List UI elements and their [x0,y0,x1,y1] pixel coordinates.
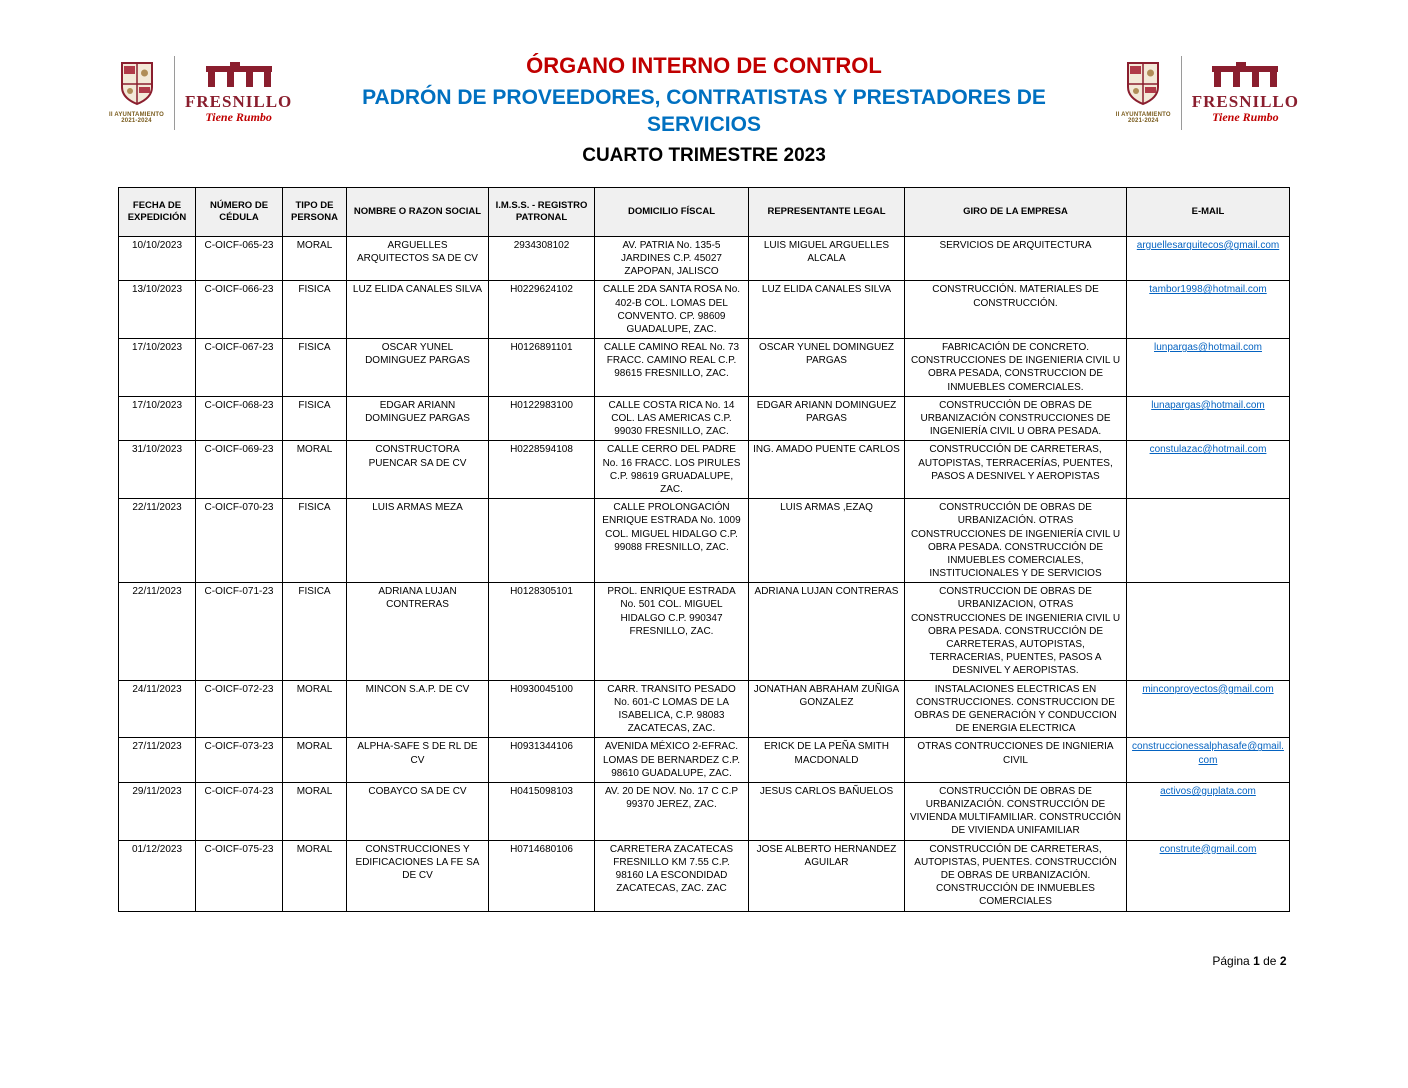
cell-email [1127,840,1290,911]
cell-nombre-razon-social: LUIS ARMAS MEZA [347,499,489,583]
footer-page-number: 1 [1253,953,1260,968]
cell-fecha-expedicion: 24/11/2023 [119,680,196,738]
cell-representante-legal: LUIS ARMAS ,EZAQ [749,499,905,583]
cell-imss-registro: H0128305101 [489,583,595,680]
column-header-fecha-expedicion: FECHA DE EXPEDICIÓN [119,187,196,236]
cell-domicilio-fiscal: PROL. ENRIQUE ESTRADA No. 501 COL. MIGUEL HIDALGO C.P. 990347 FRESNILLO, ZAC. [595,583,749,680]
column-header-domicilio-fiscal: DOMICILIO FÍSCAL [595,187,749,236]
cell-nombre-razon-social: CONSTRUCTORA PUENCAR SA DE CV [347,441,489,499]
cell-nombre-razon-social: ALPHA-SAFE S DE RL DE CV [347,738,489,783]
cell-fecha-expedicion: 22/11/2023 [119,499,196,583]
cell-domicilio-fiscal: CARRETERA ZACATECAS FRESNILLO KM 7.55 C.P. 98160 LA ESCONDIDAD ZACATECAS, ZAC. ZAC [595,840,749,911]
title-block [299,52,1109,169]
cell-fecha-expedicion: 17/10/2023 [119,396,196,441]
document-period: CUARTO TRIMESTRE 2023 [582,145,826,167]
table-row [119,840,1290,911]
brand-tagline: Tiene Rumbo [1212,110,1279,125]
cell-numero-cedula: C-OICF-075-23 [196,840,283,911]
cell-giro-empresa: CONSTRUCCIÓN DE CARRETERAS, AUTOPISTAS, TERRACERÍAS, PUENTES, PASOS A DESNIVEL Y AEROPISTAS [905,441,1127,499]
brand-name: FRESNILLO [185,92,293,112]
logo-divider [174,56,175,130]
aqueduct-icon [1210,62,1280,88]
cell-giro-empresa: OTRAS CONTRUCCIONES DE INGNIERIA CIVIL [905,738,1127,783]
footer-of-word: de [1263,953,1277,968]
cell-email [1127,680,1290,738]
cell-tipo-persona: MORAL [283,840,347,911]
email-link[interactable]: minconproyectos@gmail.com [1142,683,1274,695]
cell-numero-cedula: C-OICF-072-23 [196,680,283,738]
cell-imss-registro: H0930045100 [489,680,595,738]
crest-icon [120,61,154,107]
cell-imss-registro: H0228594108 [489,441,595,499]
cell-representante-legal: LUIS MIGUEL ARGUELLES ALCALA [749,236,905,281]
email-link[interactable]: tambor1998@hotmail.com [1149,284,1267,296]
cell-email [1127,236,1290,281]
cell-domicilio-fiscal: CALLE CAMINO REAL No. 73 FRACC. CAMINO REAL C.P. 98615 FRESNILLO, ZAC. [595,339,749,397]
column-header-tipo-persona: TIPO DE PERSONA [283,187,347,236]
cell-domicilio-fiscal: CALLE PROLONGACIÓN ENRIQUE ESTRADA No. 1009 COL. MIGUEL HIDALGO C.P. 99088 FRESNILLO, ZAC. [595,499,749,583]
cell-representante-legal: JESUS CARLOS BAÑUELOS [749,782,905,840]
email-link[interactable]: construccionessalphasafe@gmail.com [1132,741,1284,766]
cell-nombre-razon-social: EDGAR ARIANN DOMINGUEZ PARGAS [347,396,489,441]
cell-tipo-persona: FISICA [283,499,347,583]
footer-total-pages: 2 [1279,953,1287,968]
document-subtitle: PADRÓN DE PROVEEDORES, CONTRATISTAS Y PRESTADORES DE SERVICIOS [362,85,1046,136]
cell-imss-registro: H0122983100 [489,396,595,441]
cell-domicilio-fiscal: AV. 20 DE NOV. No. 17 C C.P 99370 JEREZ, ZAC. [595,782,749,840]
cell-giro-empresa: CONSTRUCCIÓN DE OBRAS DE URBANIZACIÓN. CONSTRUCCIÓN DE VIVIENDA MULTIFAMILIAR. CONSTRUCCIÓN DE VIVIENDA UNIFAMILIAR [905,782,1127,840]
fresnillo-logo [185,62,292,123]
brand-tagline: Tiene Rumbo [205,110,272,125]
document-header [109,0,1299,169]
cell-fecha-expedicion: 17/10/2023 [119,339,196,397]
crest-icon [1126,61,1160,107]
column-header-giro-empresa: GIRO DE LA EMPRESA [905,187,1127,236]
table-row [119,281,1290,339]
cell-numero-cedula: C-OICF-065-23 [196,236,283,281]
cell-numero-cedula: C-OICF-066-23 [196,281,283,339]
cell-imss-registro: H0714680106 [489,840,595,911]
cell-representante-legal: JOSE ALBERTO HERNANDEZ AGUILAR [749,840,905,911]
cell-tipo-persona: MORAL [283,738,347,783]
email-link[interactable]: lunapargas@hotmail.com [1151,399,1265,411]
fresnillo-logo [1192,62,1299,123]
cell-email [1127,583,1290,680]
cell-nombre-razon-social: OSCAR YUNEL DOMINGUEZ PARGAS [347,339,489,397]
crest-caption-line2: 2021-2024 [1127,118,1159,125]
document-title: ÓRGANO INTERNO DE CONTROL [526,53,882,78]
cell-email [1127,499,1290,583]
column-header-nombre-razon-social: NOMBRE O RAZON SOCIAL [347,187,489,236]
cell-domicilio-fiscal: CALLE CERRO DEL PADRE No. 16 FRACC. LOS PIRULES C.P. 98619 GRUADALUPE, ZAC. [595,441,749,499]
email-link[interactable]: arguellesarquitecos@gmail.com [1136,239,1280,251]
table-row [119,782,1290,840]
municipal-crest-logo [109,61,164,125]
cell-tipo-persona: MORAL [283,782,347,840]
table-header-row [119,187,1290,236]
cell-giro-empresa: CONSTRUCCIÓN DE OBRAS DE URBANIZACIÓN. OTRAS CONSTRUCCIONES DE INGENIERÍA CIVIL U OBRA PESADA. CONSTRUCCIÓN DE INMUEBLES COMERCIALES, INSTITUCIONALES Y DE SERVICIOS [905,499,1127,583]
cell-imss-registro: H0931344106 [489,738,595,783]
cell-representante-legal: JONATHAN ABRAHAM ZUÑIGA GONZALEZ [749,680,905,738]
cell-fecha-expedicion: 31/10/2023 [119,441,196,499]
cell-fecha-expedicion: 13/10/2023 [119,281,196,339]
cell-giro-empresa: CONSTRUCCIÓN DE OBRAS DE URBANIZACIÓN CONSTRUCCIONES DE INGENIERÍA CIVIL U OBRA PESADA. [905,396,1127,441]
email-link[interactable]: activos@guplata.com [1160,785,1256,797]
cell-tipo-persona: MORAL [283,680,347,738]
cell-tipo-persona: MORAL [283,236,347,281]
cell-representante-legal: OSCAR YUNEL DOMINGUEZ PARGAS [749,339,905,397]
cell-giro-empresa: CONSTRUCCIÓN DE CARRETERAS, AUTOPISTAS, PUENTES. CONSTRUCCIÓN DE OBRAS DE URBANIZACIÓN. CONSTRUCCIÓN DE INMUEBLES COMERCIALES [905,840,1127,911]
cell-numero-cedula: C-OICF-067-23 [196,339,283,397]
cell-representante-legal: ING. AMADO PUENTE CARLOS [749,441,905,499]
table-row [119,236,1290,281]
cell-email [1127,396,1290,441]
cell-giro-empresa: FABRICACIÓN DE CONCRETO. CONSTRUCCIONES DE INGENIERIA CIVIL U OBRA PESADA, CONSTRUCCION DE INMUEBLES COMERCIALES. [905,339,1127,397]
cell-domicilio-fiscal: CARR. TRANSITO PESADO No. 601-C LOMAS DE LA ISABELICA, C.P. 98083 ZACATECAS, ZAC. [595,680,749,738]
cell-giro-empresa: SERVICIOS DE ARQUITECTURA [905,236,1127,281]
cell-imss-registro: 2934308102 [489,236,595,281]
table-row [119,499,1290,583]
table-row [119,339,1290,397]
cell-nombre-razon-social: COBAYCO SA DE CV [347,782,489,840]
email-link[interactable]: lunpargas@hotmail.com [1154,342,1262,354]
email-link[interactable]: construte@gmail.com [1159,843,1257,855]
cell-email [1127,782,1290,840]
table-row [119,441,1290,499]
cell-domicilio-fiscal: AV. PATRIA No. 135-5 JARDINES C.P. 45027 ZAPOPAN, JALISCO [595,236,749,281]
cell-giro-empresa: INSTALACIONES ELECTRICAS EN CONSTRUCCIONES. CONSTRUCCION DE OBRAS DE GENERACIÓN Y CONDUCCION DE ENERGIA ELECTRICA [905,680,1127,738]
logo-divider [1181,56,1182,130]
cell-nombre-razon-social: MINCON S.A.P. DE CV [347,680,489,738]
table-row [119,738,1290,783]
cell-domicilio-fiscal: AVENIDA MÉXICO 2-EFRAC. LOMAS DE BERNARDEZ C.P. 98610 GUADALUPE, ZAC. [595,738,749,783]
cell-representante-legal: ERICK DE LA PEÑA SMITH MACDONALD [749,738,905,783]
providers-table [118,187,1290,912]
column-header-imss-registro: I.M.S.S. - REGISTRO PATRONAL [489,187,595,236]
cell-fecha-expedicion: 10/10/2023 [119,236,196,281]
cell-domicilio-fiscal: CALLE COSTA RICA No. 14 COL. LAS AMERICAS C.P. 99030 FRESNILLO, ZAC. [595,396,749,441]
cell-numero-cedula: C-OICF-068-23 [196,396,283,441]
cell-email [1127,339,1290,397]
cell-domicilio-fiscal: CALLE 2DA SANTA ROSA No. 402-B COL. LOMAS DEL CONVENTO. CP. 98609 GUADALUPE, ZAC. [595,281,749,339]
cell-nombre-razon-social: ADRIANA LUJAN CONTRERAS [347,583,489,680]
cell-imss-registro: H0229624102 [489,281,595,339]
cell-fecha-expedicion: 29/11/2023 [119,782,196,840]
cell-nombre-razon-social: LUZ ELIDA CANALES SILVA [347,281,489,339]
cell-numero-cedula: C-OICF-070-23 [196,499,283,583]
cell-numero-cedula: C-OICF-069-23 [196,441,283,499]
logo-group-left [109,52,299,130]
cell-giro-empresa: CONSTRUCCIÓN. MATERIALES DE CONSTRUCCIÓN. [905,281,1127,339]
footer-page-word: Página [1212,953,1250,968]
cell-tipo-persona: MORAL [283,441,347,499]
cell-numero-cedula: C-OICF-073-23 [196,738,283,783]
cell-fecha-expedicion: 01/12/2023 [119,840,196,911]
cell-email [1127,441,1290,499]
cell-tipo-persona: FISICA [283,339,347,397]
crest-caption-line2: 2021-2024 [121,118,152,125]
cell-imss-registro: H0126891101 [489,339,595,397]
email-link[interactable]: constulazac@hotmail.com [1149,444,1267,456]
table-row [119,583,1290,680]
cell-tipo-persona: FISICA [283,281,347,339]
municipal-crest-logo [1116,61,1171,125]
cell-nombre-razon-social: CONSTRUCCIONES Y EDIFICACIONES LA FE SA DE CV [347,840,489,911]
cell-email [1127,281,1290,339]
cell-email [1127,738,1290,783]
column-header-email: E-MAIL [1127,187,1290,236]
cell-tipo-persona: FISICA [283,396,347,441]
cell-imss-registro [489,499,595,583]
crest-caption-line1: II AYUNTAMIENTO [1115,111,1171,118]
table-row [119,680,1290,738]
brand-name: FRESNILLO [1191,92,1299,112]
page-footer [116,954,1293,968]
column-header-representante-legal: REPRESENTANTE LEGAL [749,187,905,236]
cell-imss-registro: H0415098103 [489,782,595,840]
cell-fecha-expedicion: 22/11/2023 [119,583,196,680]
aqueduct-icon [204,62,274,88]
cell-fecha-expedicion: 27/11/2023 [119,738,196,783]
cell-numero-cedula: C-OICF-071-23 [196,583,283,680]
column-header-numero-cedula: NÚMERO DE CÉDULA [196,187,283,236]
cell-representante-legal: EDGAR ARIANN DOMINGUEZ PARGAS [749,396,905,441]
logo-group-right [1109,52,1299,130]
cell-representante-legal: LUZ ELIDA CANALES SILVA [749,281,905,339]
cell-tipo-persona: FISICA [283,583,347,680]
crest-caption-line1: II AYUNTAMIENTO [109,111,165,118]
cell-nombre-razon-social: ARGUELLES ARQUITECTOS SA DE CV [347,236,489,281]
cell-numero-cedula: C-OICF-074-23 [196,782,283,840]
cell-representante-legal: ADRIANA LUJAN CONTRERAS [749,583,905,680]
table-row [119,396,1290,441]
cell-giro-empresa: CONSTRUCCION DE OBRAS DE URBANIZACION, OTRAS CONSTRUCCIONES DE INGENIERIA CIVIL U OBRA PESADA. CONSTRUCCIÓN DE CARRETERAS, AUTOPISTAS, TERRACERIAS, PUENTES, PASOS A DESNIVEL Y AEROPISTAS. [905,583,1127,680]
table-body [119,236,1290,911]
